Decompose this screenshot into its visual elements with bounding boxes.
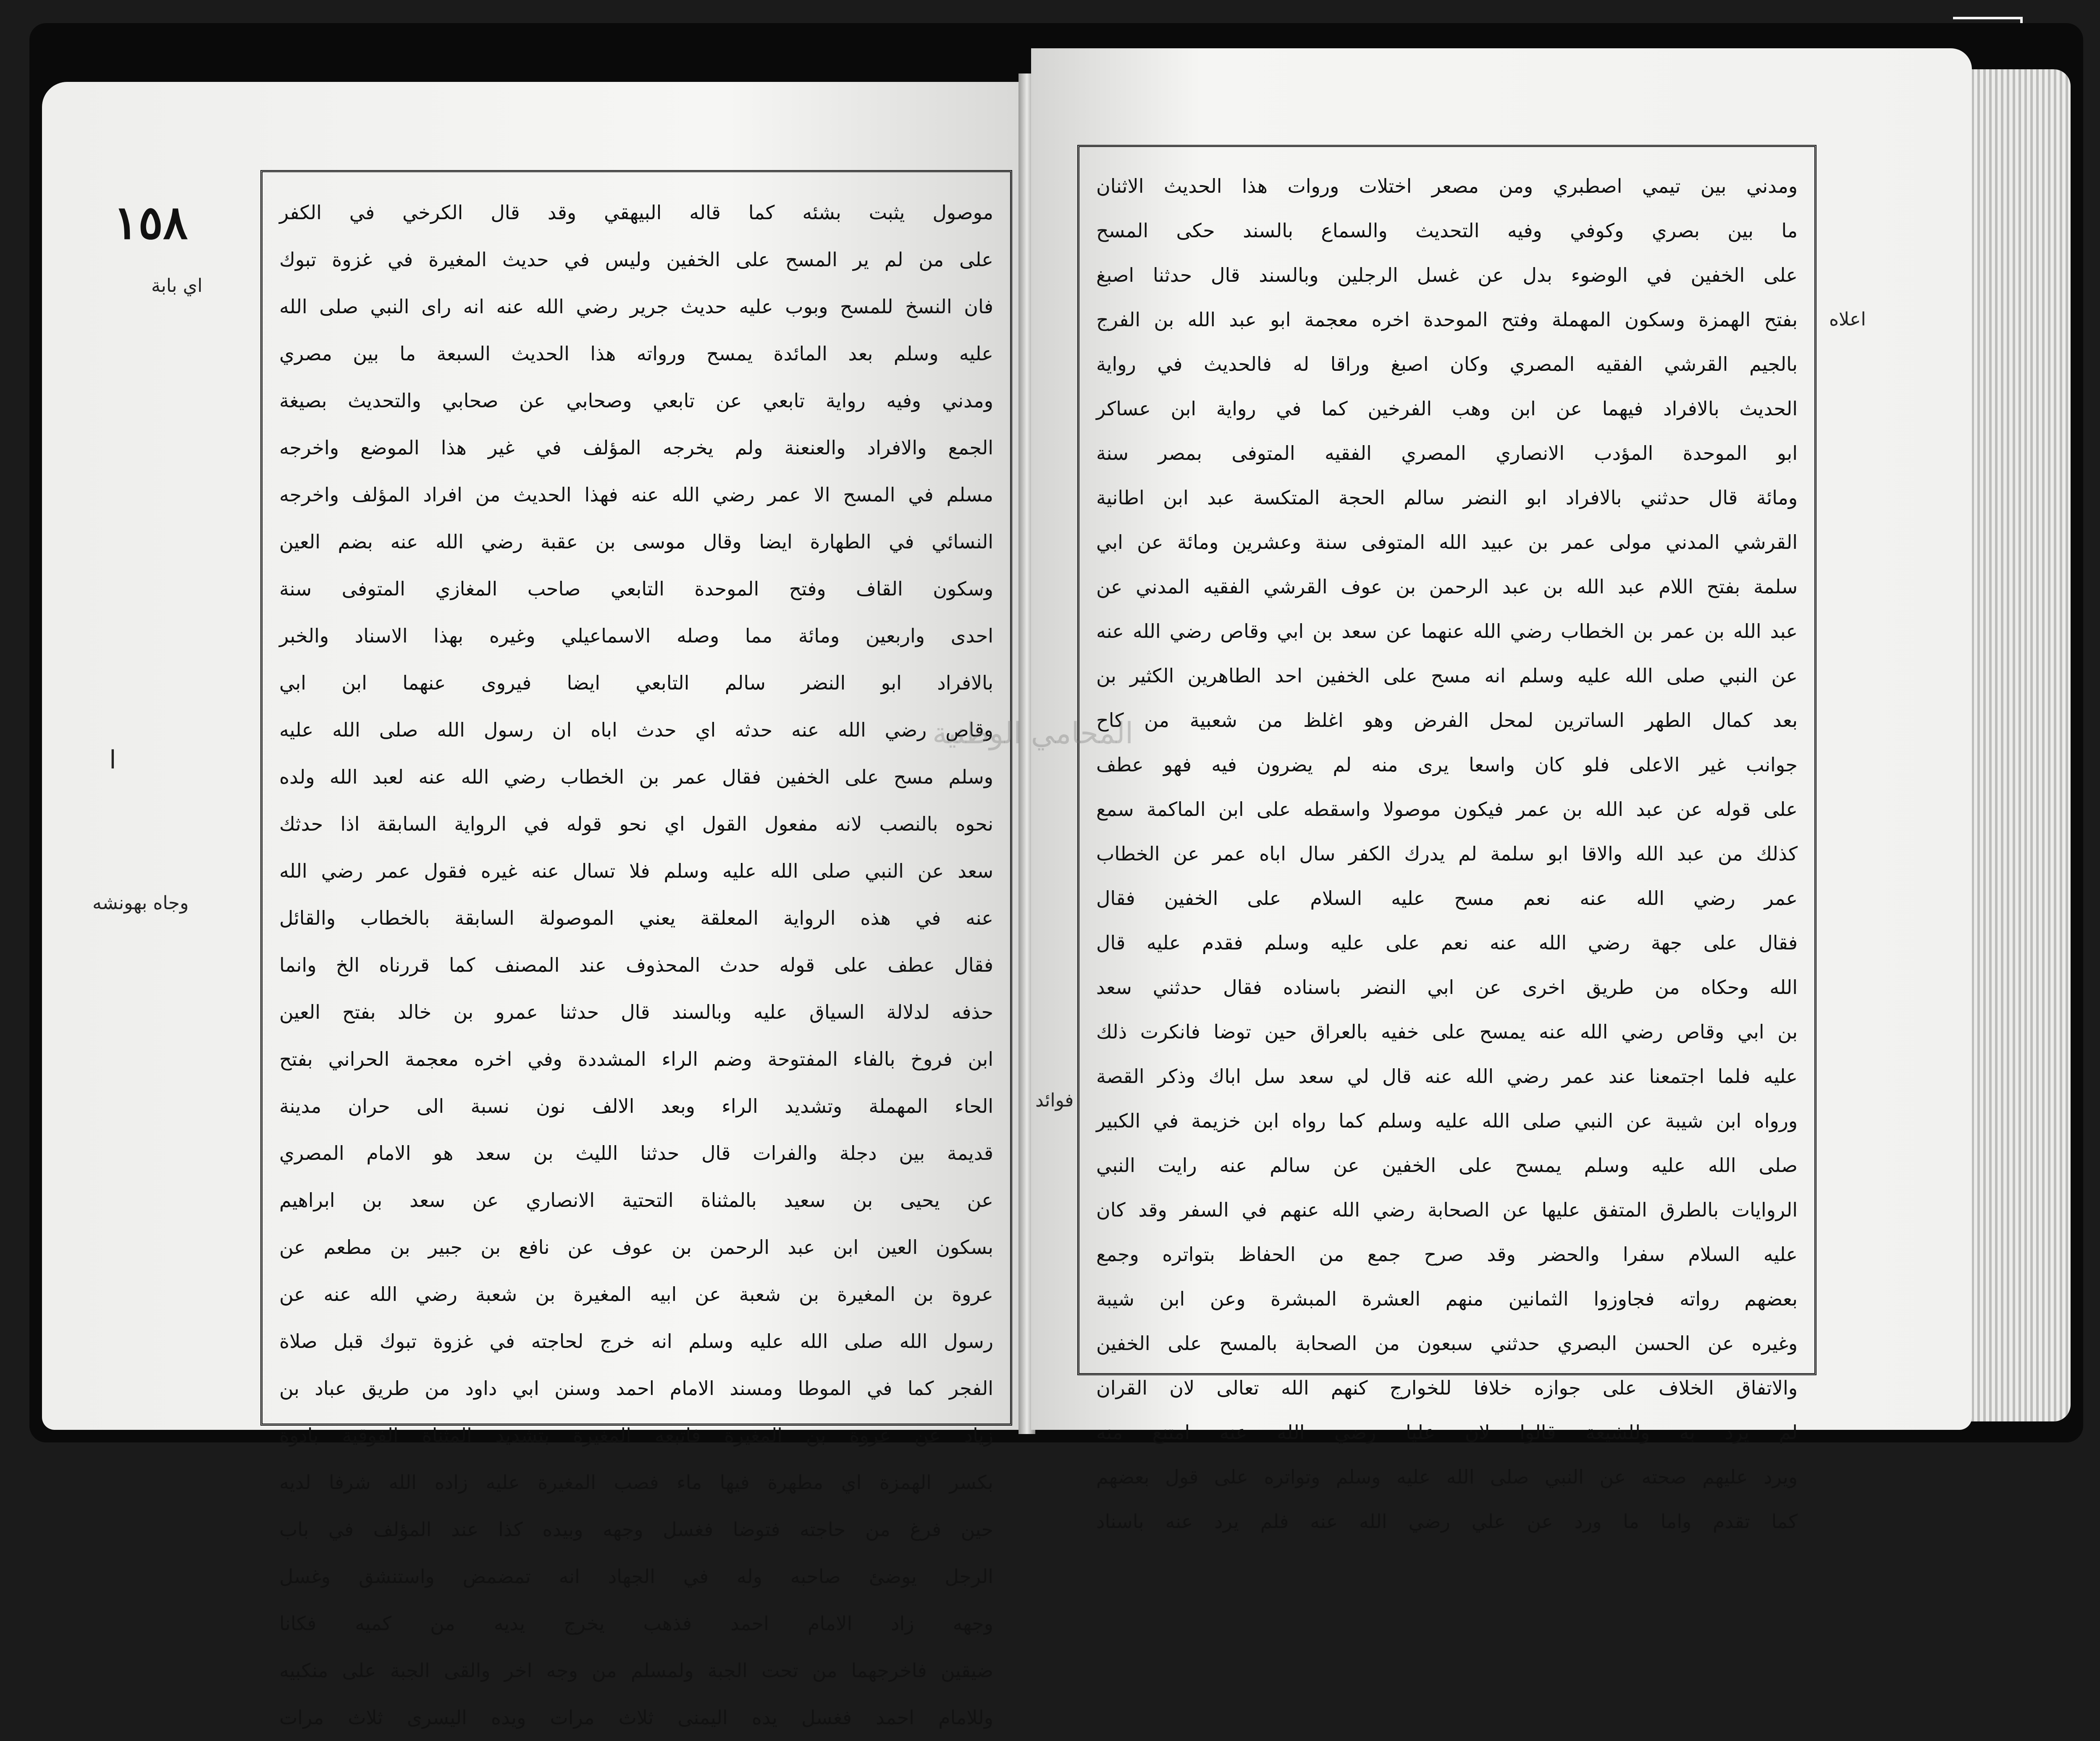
manuscript-line: الحديث بالافراد فيهما عن ابن وهب الفرخين كما في رواية ابن عساكر (1096, 397, 1798, 420)
manuscript-line: جوانب غير الاعلى فلو كان واسعا يرى منه لم يضرون فيه فهو عطف (1096, 753, 1798, 776)
manuscript-line: النسائي في الطهارة ايضا وقال موسى بن عقبة رضي الله عنه بضم العين (279, 530, 993, 553)
manuscript-line: موصول يثبت بشئه كما قاله البيهقي وقد قال الكرخي في الكفر (279, 201, 993, 224)
manuscript-line: وسكون القاف وفتح الموحدة التابعي صاحب المغازي المتوفى سنة (279, 577, 993, 600)
manuscript-line: نحوه بالنصب لانه مفعول القول اي نحو قوله في الرواية السابقة اذا حدثك (279, 813, 993, 835)
manuscript-line: ما بين بصري وكوفي وفيه التحديث والسماع بالسند حكى المسح (1096, 219, 1798, 242)
manuscript-line: بفتح الهمزة وسكون المهملة وفتح الموحدة اخره معجمة ابو عبد الله بن الفرج (1096, 308, 1798, 331)
manuscript-line: عمر رضي الله عنه نعم مسح عليه السلام على الخفين فقال (1096, 887, 1798, 910)
manuscript-line: ومدني بين تيمي اصطبري ومن مصعر اختلات وروات هذا الحديث الاثنان (1096, 175, 1798, 197)
manuscript-line: قديمة بين دجلة والفرات قال حدثنا الليث بن سعد هو الامام المصري (279, 1142, 993, 1164)
manuscript-line: كذلك من عبد الله والاقا ابو سلمة لم يدرك الكفر سال اباه عمر عن الخطاب (1096, 842, 1798, 865)
margin-note-top: اي بابة (151, 275, 203, 296)
manuscript-line: وقاص رضي الله عنه حدثه اي حدث اباه ان رسول الله صلى الله عليه (279, 718, 993, 741)
manuscript-line: عليه فلما اجتمعنا عند عمر رضي الله عنه قال لي سعد سل اباك وذكر القصة (1096, 1065, 1798, 1088)
margin-note-right-bottom: فوائد (1035, 1090, 1074, 1111)
open-book (29, 23, 2083, 1729)
manuscript-line: صلى الله عليه وسلم يمسح على الخفين عن سالم عنه رايت النبي (1096, 1154, 1798, 1177)
right-page (1031, 48, 1972, 1533)
margin-note-middle: وجاه بهونشه (92, 892, 189, 914)
manuscript-line: وسلم مسح على الخفين فقال عمر بن الخطاب رضي الله عنه لعبد الله ولده (279, 766, 993, 788)
manuscript-line: ضيقين فاخرجهما من تحت الجبة ولمسلم من وجه اخر والقى الجبة على منكبيه (279, 1659, 993, 1682)
left-page (42, 82, 1021, 1729)
manuscript-line: حين فرغ من حاجته فتوضا فغسل وجهه وبيده كذا عند المؤلف في باب (279, 1518, 993, 1541)
manuscript-line: بعد كمال الطهر الساترين لمحل الفرض وهو اغلظ من شعبية من كاح (1096, 709, 1798, 732)
manuscript-line: الله وحكاه من طريق اخرى عن ابي النضر باسناده فقال حدثني سعد (1096, 976, 1798, 999)
manuscript-line: فقال على جهة رضي الله عنه نعم على عليه وسلم فقدم عليه قال (1096, 931, 1798, 954)
manuscript-line: سعد عن النبي صلى الله عليه وسلم فلا تسال عنه غيره فقول عمر رضي الله (279, 860, 993, 882)
manuscript-line: بكسر الهمزة اي مطهرة فيها ماء فصب المغيرة عليه زاده الله شرفا لديه (279, 1471, 993, 1494)
manuscript-line: بسكون العين ابن عبد الرحمن بن عوف عن نافع بن جبير بن مطعم عن (279, 1236, 993, 1259)
manuscript-line: وغيره عن الحسن البصري حدثني سبعون من الصحابة بالمسح على الخفين (1096, 1332, 1798, 1355)
page-edges (1966, 69, 2071, 1421)
manuscript-line: لم يرد به وللشيعة قالوا لان عليا رضي الله عنه امتنع منه (1096, 1421, 1798, 1444)
manuscript-line: حذفه لدلالة السياق عليه وبالسند قال حدثنا عمرو بن خالد بفتح العين (279, 1001, 993, 1023)
manuscript-line: مسلم في المسح الا عمر رضي الله عنه فهذا الحديث من افراد المؤلف واخرجه (279, 483, 993, 506)
manuscript-line: سلمة بفتح اللام عبد الله بن عبد الرحمن بن عوف القرشي الفقيه المدني عن (1096, 575, 1798, 598)
manuscript-line: عنه في هذه الرواية المعلقة يعني الموصولة السابقة بالخطاب والقائل (279, 907, 993, 929)
manuscript-line: بن ابي وقاص رضي الله عنه يمسح على خفيه بالعراق حين توضا فانكرت ذلك (1096, 1020, 1798, 1043)
manuscript-line: الحاء المهملة وتشديد الراء وبعد الالف نون نسبة الى حران مدينة (279, 1095, 993, 1117)
left-text-frame (260, 170, 1012, 1729)
manuscript-line: عليه السلام سفرا والحضر وقد صرح جمع من الحفاظ بتواتره وجمع (1096, 1243, 1798, 1266)
manuscript-line: بعضهم رواته فجاوزوا الثمانين منهم العشرة المبشرة وعن ابن شيبة (1096, 1287, 1798, 1310)
manuscript-line: على قوله عن عبد الله بن عمر فيكون موصولا واسقطه على ابن الماكمة سمع (1096, 798, 1798, 821)
manuscript-line: ومائة قال حدثني بالافراد ابو النضر سالم الحجة المتكسة عبد ابن اطانية (1096, 486, 1798, 509)
manuscript-line: فقال عطف على قوله حدث المحذوف عند المصنف كما قررناه الخ وانما (279, 954, 993, 976)
manuscript-line: عن يحيى بن سعيد بالمثناة التحتية الانصاري عن سعد بن ابراهيم (279, 1189, 993, 1211)
margin-note-right-top: اعلاه (1829, 309, 1866, 330)
manuscript-line: ابو الموحدة المؤدب الانصاري المصري الفقيه المتوفى بمصر سنة (1096, 442, 1798, 464)
manuscript-line: ورواه ابن شيبة عن النبي صلى الله عليه وسلم كما رواه ابن خزيمة في الكبير (1096, 1109, 1798, 1132)
manuscript-line: زياد عن عروة بن المغيرة فاتبعه المغيرة بتشديد المثناة الفوقية بادوة (279, 1424, 993, 1447)
manuscript-line: الجمع والافراد والعنعنة ولم يخرجه المؤلف في غير هذا الموضع واخرجه (279, 436, 993, 459)
manuscript-line: الفجر كما في الموطا ومسند الامام احمد وسنن ابي داود من طريق عباد بن (279, 1377, 993, 1400)
manuscript-line: احدى واربعين ومائة مما وصله الاسماعيلي وغيره بهذا الاسناد والخبر (279, 624, 993, 647)
manuscript-line: عن النبي صلى الله عليه وسلم انه مسح على الخفين احد الطاهرين الكثير بن (1096, 664, 1798, 687)
manuscript-line: القرشي المدني مولى عمر بن عبيد الله المتوفى سنة وعشرين ومائة عن ابي (1096, 531, 1798, 553)
manuscript-line: على من لم ير المسح على الخفين وليس في حديث المغيرة في غزوة تبوك (279, 248, 993, 271)
watermark: المحامي الوطنية (932, 716, 1134, 750)
manuscript-line: عروة بن المغيرة بن شعبة عن ابيه المغيرة بن شعبة رضي الله عنه عن (279, 1283, 993, 1306)
manuscript-line: كما تقدم واما ما ورد عن علي رضي الله عنه فلم يرد عنه باسناد (1096, 1510, 1798, 1533)
manuscript-line: عليه وسلم بعد المائدة يمسح ورواته هذا الحديث السبعة ما بين مصري (279, 342, 993, 365)
manuscript-line: على الخفين في الوضوء بدل عن غسل الرجلين وبالسند قال حدثنا اصبغ (1096, 264, 1798, 286)
manuscript-line: رسول الله صلى الله عليه وسلم انه خرج لحاجته في غزوة تبوك قبل صلاة (279, 1330, 993, 1353)
manuscript-line: الرجل يوضئ صاحبه وله في الجهاد انه تمضمض واستنشق وغسل (279, 1565, 993, 1588)
folio-number: ١٥٨ (113, 195, 188, 249)
manuscript-line: وللامام احمد فغسل يده اليمنى ثلاث مرات ويده اليسرى ثلاث مرات (279, 1706, 993, 1729)
manuscript-line: بالجيم القرشي الفقيه المصري وكان اصبغ وراقا له فالحديث في رواية (1096, 353, 1798, 375)
manuscript-line: عبد الله بن عمر بن الخطاب رضي الله عنهما عن سعد بن ابي وقاص رضي الله عنه (1096, 620, 1798, 642)
manuscript-line: ويرد عليهم صحته عن النبي صلى الله عليه وسلم وتواتره على قول بعضهم (1096, 1466, 1798, 1488)
manuscript-line: ابن فروخ بالفاء المفتوحة وضم الراء المشددة وفي اخره معجمة الحراني بفتح (279, 1048, 993, 1070)
right-text-frame (1077, 145, 1816, 1533)
manuscript-line: وجهه زاد الامام احمد فذهب يخرج يديه من كميه فكانا (279, 1612, 993, 1635)
manuscript-line: فان النسخ للمسح وبوب عليه حديث جرير رضي الله عنه انه راى النبي صلى الله (279, 295, 993, 318)
manuscript-line: ومدني وفيه رواية تابعي عن تابعي وصحابي عن صحابي والتحديث بصيغة (279, 389, 993, 412)
manuscript-line: الروايات بالطرق المتفق عليها عن الصحابة رضي الله عنهم في السفر وقد كان (1096, 1198, 1798, 1221)
left-body-text (262, 189, 1010, 1741)
manuscript-line: بالافراد ابو النضر سالم التابعي ايضا فيروى عنهما ابن ابي (279, 671, 993, 694)
manuscript-line: والاتفاق الخلاف على جوازه خلافا للخوارج كنهم الله تعالى لان القران (1096, 1377, 1798, 1399)
right-body-text (1079, 164, 1814, 1544)
margin-note-bar: ا (109, 745, 116, 775)
